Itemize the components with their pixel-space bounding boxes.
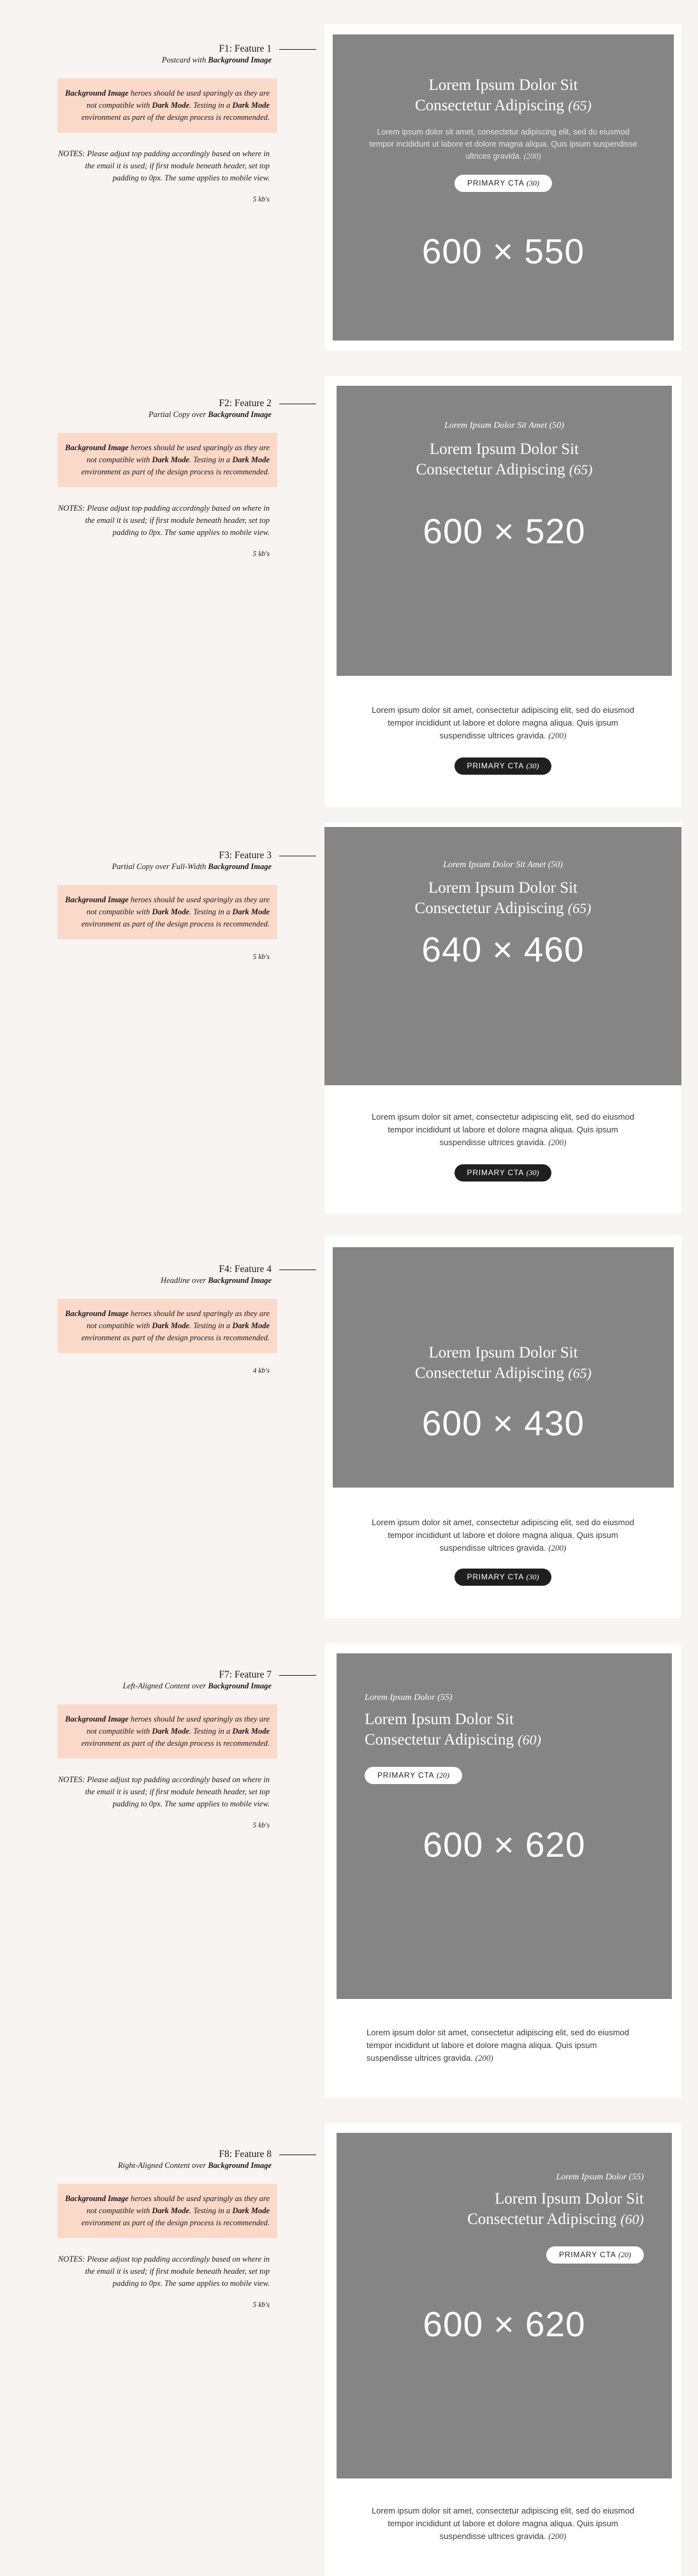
dark-mode-warning: Background Image heroes should be used sparingly as they are not compatible with Dark Mode. Testing in a Dark Mode environment as part of the design process is recommended.: [57, 885, 277, 939]
module-card-f7: [324, 1644, 681, 2098]
padding-notes: NOTES: Please adjust top padding accordingly based on where in the email it is used; if first module beneath header, set top padding to 0px. The same applies to mobile view.: [57, 149, 270, 182]
dark-mode-warning: Background Image heroes should be used sparingly as they are not compatible with Dark Mode. Testing in a Dark Mode environment as part of the design process is recommended.: [57, 1299, 277, 1353]
hero-eyebrow: Lorem Ipsum Dolor (55): [365, 1693, 453, 1702]
hero-headline: Lorem Ipsum Dolor Sit Consectetur Adipiscing (65): [414, 879, 592, 917]
feature-title: F8: Feature 8: [219, 2149, 272, 2160]
hero-headline: Lorem Ipsum Dolor Sit Consectetur Adipiscing (65): [415, 77, 592, 114]
primary-cta-button[interactable]: PRIMARY CTA (20): [546, 2246, 644, 2264]
file-size: 5 kb's: [252, 953, 270, 961]
body-copy: Lorem ipsum dolor sit amet, consectetur adipiscing elit, sed do eiusmod tempor incididunt ut labore et dolore magna aliqua. Quis ipsum suspendisse ultrices gravida. (200): [372, 1112, 634, 1147]
hero-image-placeholder: [337, 1653, 672, 1999]
primary-cta-button[interactable]: PRIMARY CTA (20): [365, 1767, 462, 1784]
image-dimensions: 600 × 620: [423, 2304, 586, 2344]
hero-image-placeholder: [333, 34, 674, 340]
hero-eyebrow: Lorem Ipsum Dolor Sit Amet (50): [444, 421, 564, 430]
dark-mode-warning: Background Image heroes should be used sparingly as they are not compatible with Dark Mode. Testing in a Dark Mode environment as part of the design process is recommended.: [57, 78, 277, 133]
file-size: 4 kb's: [252, 1367, 270, 1375]
connector-line: [279, 49, 316, 50]
hero-image-placeholder: [324, 827, 681, 1085]
connector-line: [279, 1675, 316, 1676]
hero-eyebrow: Lorem Ipsum Dolor (55): [556, 2172, 644, 2182]
hero-image-placeholder: [333, 1247, 674, 1488]
feature-subtitle: Left-Aligned Content over Background Image: [122, 1681, 272, 1690]
image-dimensions: 600 × 520: [423, 511, 586, 551]
module-card-f8: [324, 2123, 681, 2576]
feature-title: F1: Feature 1: [219, 43, 272, 54]
feature-annotation-f3: [57, 850, 277, 961]
image-dimensions: 600 × 430: [421, 1403, 585, 1443]
primary-cta-button[interactable]: PRIMARY CTA (30): [454, 1569, 552, 1586]
hero-body-text: Lorem ipsum dolor sit amet, consectetur adipiscing elit, sed do eiusmod tempor incididunt ut labore et dolore magna aliqua. Quis ipsum suspendisse ultrices gravida. (200): [369, 128, 637, 161]
file-size: 5 kb's: [252, 196, 270, 203]
hero-headline: Lorem Ipsum Dolor Sit Consectetur Adipiscing (65): [415, 1344, 592, 1382]
primary-cta-button[interactable]: PRIMARY CTA (30): [454, 1164, 552, 1182]
hero-image-placeholder: [337, 386, 672, 676]
feature-annotation-f1: [57, 43, 277, 203]
file-size: 5 kb's: [252, 2301, 270, 2309]
module-card-f1: [324, 24, 681, 351]
hero-image-placeholder: [337, 2133, 672, 2478]
module-card-f4: [324, 1236, 681, 1618]
feature-title: F3: Feature 3: [219, 850, 272, 861]
body-copy: Lorem ipsum dolor sit amet, consectetur adipiscing elit, sed do eiusmod tempor incididunt ut labore et dolore magna aliqua. Quis ipsum suspendisse ultrices gravida. (200): [372, 705, 634, 740]
body-copy: Lorem ipsum dolor sit amet, consectetur adipiscing elit, sed do eiusmod tempor incididunt ut labore et dolore magna aliqua. Quis ipsum suspendisse ultrices gravida. (200): [372, 2506, 634, 2541]
hero-headline: Lorem Ipsum Dolor Sit Consectetur Adipiscing (60): [467, 2190, 644, 2228]
feature-annotation-f2: [57, 398, 277, 558]
feature-title: F2: Feature 2: [219, 398, 272, 409]
primary-cta-button[interactable]: PRIMARY CTA (30): [454, 175, 552, 192]
hero-eyebrow: Lorem Ipsum Dolor Sit Amet (50): [443, 860, 563, 870]
image-dimensions: 600 × 620: [423, 1825, 586, 1864]
feature-subtitle: Right-Aligned Content over Background Image: [118, 2161, 272, 2170]
padding-notes: NOTES: Please adjust top padding accordingly based on where in the email it is used; if first module beneath header, set top padding to 0px. The same applies to mobile view.: [57, 2255, 270, 2288]
feature-subtitle: Partial Copy over Background Image: [148, 410, 272, 419]
module-card-f2: [324, 376, 681, 807]
feature-subtitle: Partial Copy over Full-Width Background Image: [112, 862, 272, 871]
dark-mode-warning: Background Image heroes should be used sparingly as they are not compatible with Dark Mode. Testing in a Dark Mode environment as part of the design process is recommended.: [57, 433, 277, 487]
dark-mode-warning: Background Image heroes should be used sparingly as they are not compatible with Dark Mode. Testing in a Dark Mode environment as part of the design process is recommended.: [57, 2184, 277, 2238]
module-card-f3: [324, 823, 681, 1214]
feature-annotation-f8: [57, 2149, 277, 2309]
dark-mode-warning: Background Image heroes should be used sparingly as they are not compatible with Dark Mode. Testing in a Dark Mode environment as part of the design process is recommended.: [57, 1704, 277, 1759]
file-size: 5 kb's: [252, 550, 270, 558]
feature-annotation-f7: [57, 1669, 277, 1829]
feature-annotation-f4: [57, 1264, 277, 1375]
hero-headline: Lorem Ipsum Dolor Sit Consectetur Adipiscing (65): [416, 441, 593, 478]
primary-cta-button[interactable]: PRIMARY CTA (30): [454, 757, 552, 775]
padding-notes: NOTES: Please adjust top padding accordingly based on where in the email it is used; if first module beneath header, set top padding to 0px. The same applies to mobile view.: [57, 504, 270, 537]
feature-title: F4: Feature 4: [219, 1264, 272, 1275]
body-copy: Lorem ipsum dolor sit amet, consectetur adipiscing elit, sed do eiusmod tempor incididunt ut labore et dolore magna aliqua. Quis ipsum suspendisse ultrices gravida. (200): [367, 2028, 629, 2063]
feature-title: F7: Feature 7: [219, 1669, 272, 1680]
file-size: 5 kb's: [252, 1822, 270, 1829]
feature-subtitle: Headline over Background Image: [161, 1276, 272, 1285]
feature-subtitle: Postcard with Background Image: [161, 55, 272, 64]
hero-headline: Lorem Ipsum Dolor Sit Consectetur Adipiscing (60): [365, 1711, 541, 1748]
image-dimensions: 600 × 550: [421, 231, 585, 271]
image-dimensions: 640 × 460: [421, 930, 585, 969]
body-copy: Lorem ipsum dolor sit amet, consectetur adipiscing elit, sed do eiusmod tempor incididunt ut labore et dolore magna aliqua. Quis ipsum suspendisse ultrices gravida. (200): [372, 1518, 634, 1553]
padding-notes: NOTES: Please adjust top padding accordingly based on where in the email it is used; if first module beneath header, set top padding to 0px. The same applies to mobile view.: [57, 1775, 270, 1808]
